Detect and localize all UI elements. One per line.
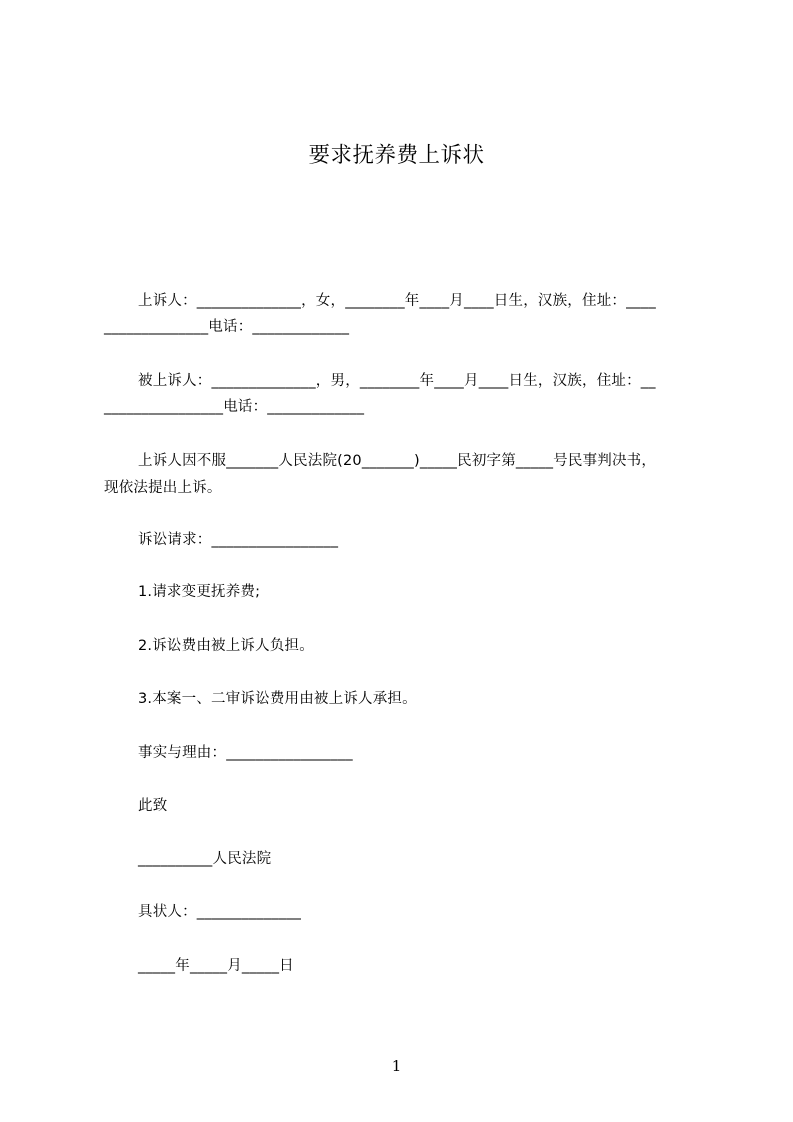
- appeal-reason-line-1: 上诉人因不服_______人民法院(20_______)_____民初字第_____号民事判决书，: [138, 453, 657, 469]
- claim-item: 3.本案一、二审诉讼费用由被上诉人承担。: [138, 691, 417, 707]
- page-number: 1: [391, 1057, 402, 1075]
- claims-heading: 诉讼请求：_________________: [138, 532, 339, 548]
- document-title: 要求抚养费上诉状: [308, 143, 485, 168]
- date-line: _____年_____月_____日: [138, 958, 294, 974]
- claim-item: 2.诉讼费由被上诉人负担。: [138, 638, 314, 654]
- appeal-reason-line-2: 现依法提出上诉。: [104, 480, 222, 496]
- appellee-line-1: 被上诉人：______________，男，________年____月____日生，汉族，住址：__: [138, 373, 656, 389]
- appellant-line-1: 上诉人：______________，女，________年____月____日生，汉族，住址：____: [138, 293, 656, 309]
- appellant-line-2: ______________电话：_____________: [104, 319, 350, 335]
- facts-heading: 事实与理由：_________________: [138, 745, 353, 761]
- signatory-line: 具状人：______________: [138, 904, 302, 920]
- claim-item: 1.请求变更抚养费;: [138, 584, 261, 600]
- appellee-line-2: ________________电话：_____________: [104, 399, 365, 415]
- closing-salutation: 此致: [138, 798, 168, 814]
- court-name: __________人民法院: [138, 851, 272, 867]
